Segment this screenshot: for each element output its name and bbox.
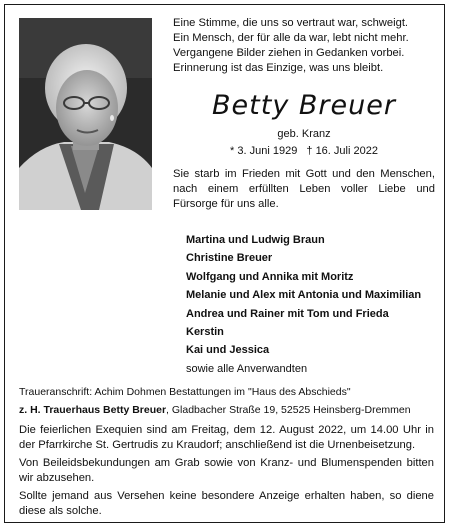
mourner-entry: Kai und Jessica xyxy=(186,344,270,357)
poem-line: Ein Mensch, der für alle da war, lebt nicht mehr. xyxy=(173,32,409,44)
service-info xyxy=(19,423,434,523)
poem-line: Vergangene Bilder ziehen in Gedanken vorbei. xyxy=(173,47,405,59)
service-paragraph: Von Beileidsbekundungen am Grab sowie von Kranz- und Blumenspenden bitten wir abzusehen. xyxy=(19,457,434,484)
portrait-image xyxy=(19,18,152,210)
mourner-entry: Wolfgang und Annika mit Moritz xyxy=(186,270,354,283)
mourner-entry: Andrea und Rainer mit Tom und Frieda xyxy=(186,307,389,320)
mourners-list xyxy=(186,231,436,378)
service-paragraph: Die feierlichen Exequien sind am Freitag, dem 12. August 2022, um 14.00 Uhr in der Pfarrkirche St. Gertrudis zu Kraudorf; anschließend ist die Urnenbeisetzung. xyxy=(19,424,434,451)
death-date: † 16. Juli 2022 xyxy=(306,145,378,157)
mourner-entry: Kerstin xyxy=(186,326,224,339)
maiden-name: geb. Kranz xyxy=(277,128,331,140)
service-paragraph: Sollte jemand aus Versehen keine besondere Anzeige erhalten haben, so diene diese als solche. xyxy=(19,490,434,517)
poem-line: Erinnerung ist das Einzige, was uns bleibt. xyxy=(173,62,384,74)
address-street: , Gladbacher Straße 19, 52525 Heinsberg-Dremmen xyxy=(166,403,411,416)
mourner-entry: Martina und Ludwig Braun xyxy=(186,234,325,246)
poem-line: Eine Stimme, die uns so vertraut war, schweigt. xyxy=(173,17,409,29)
mourning-address xyxy=(19,384,434,419)
mourner-entry: Christine Breuer xyxy=(186,252,273,265)
portrait-photo xyxy=(19,18,152,210)
mourner-entry: Melanie und Alex mit Antonia und Maximilian xyxy=(186,289,422,302)
birth-date: * 3. Juni 1929 xyxy=(230,145,298,157)
address-recipient: z. H. Trauerhaus Betty Breuer xyxy=(19,403,167,416)
life-dates xyxy=(173,145,435,157)
mourners-tail: sowie alle Anverwandten xyxy=(186,362,308,375)
address-line-2 xyxy=(19,402,434,420)
poem xyxy=(173,16,435,76)
deceased-name: Betty Breuer xyxy=(212,90,396,121)
address-line-1: Traueranschrift: Achim Dohmen Bestattungen im "Haus des Abschieds" xyxy=(19,386,351,398)
intro-text: Sie starb im Frieden mit Gott und den Menschen, nach einem erfüllten Leben voller Liebe und Fürsorge für uns alle. xyxy=(173,168,435,210)
